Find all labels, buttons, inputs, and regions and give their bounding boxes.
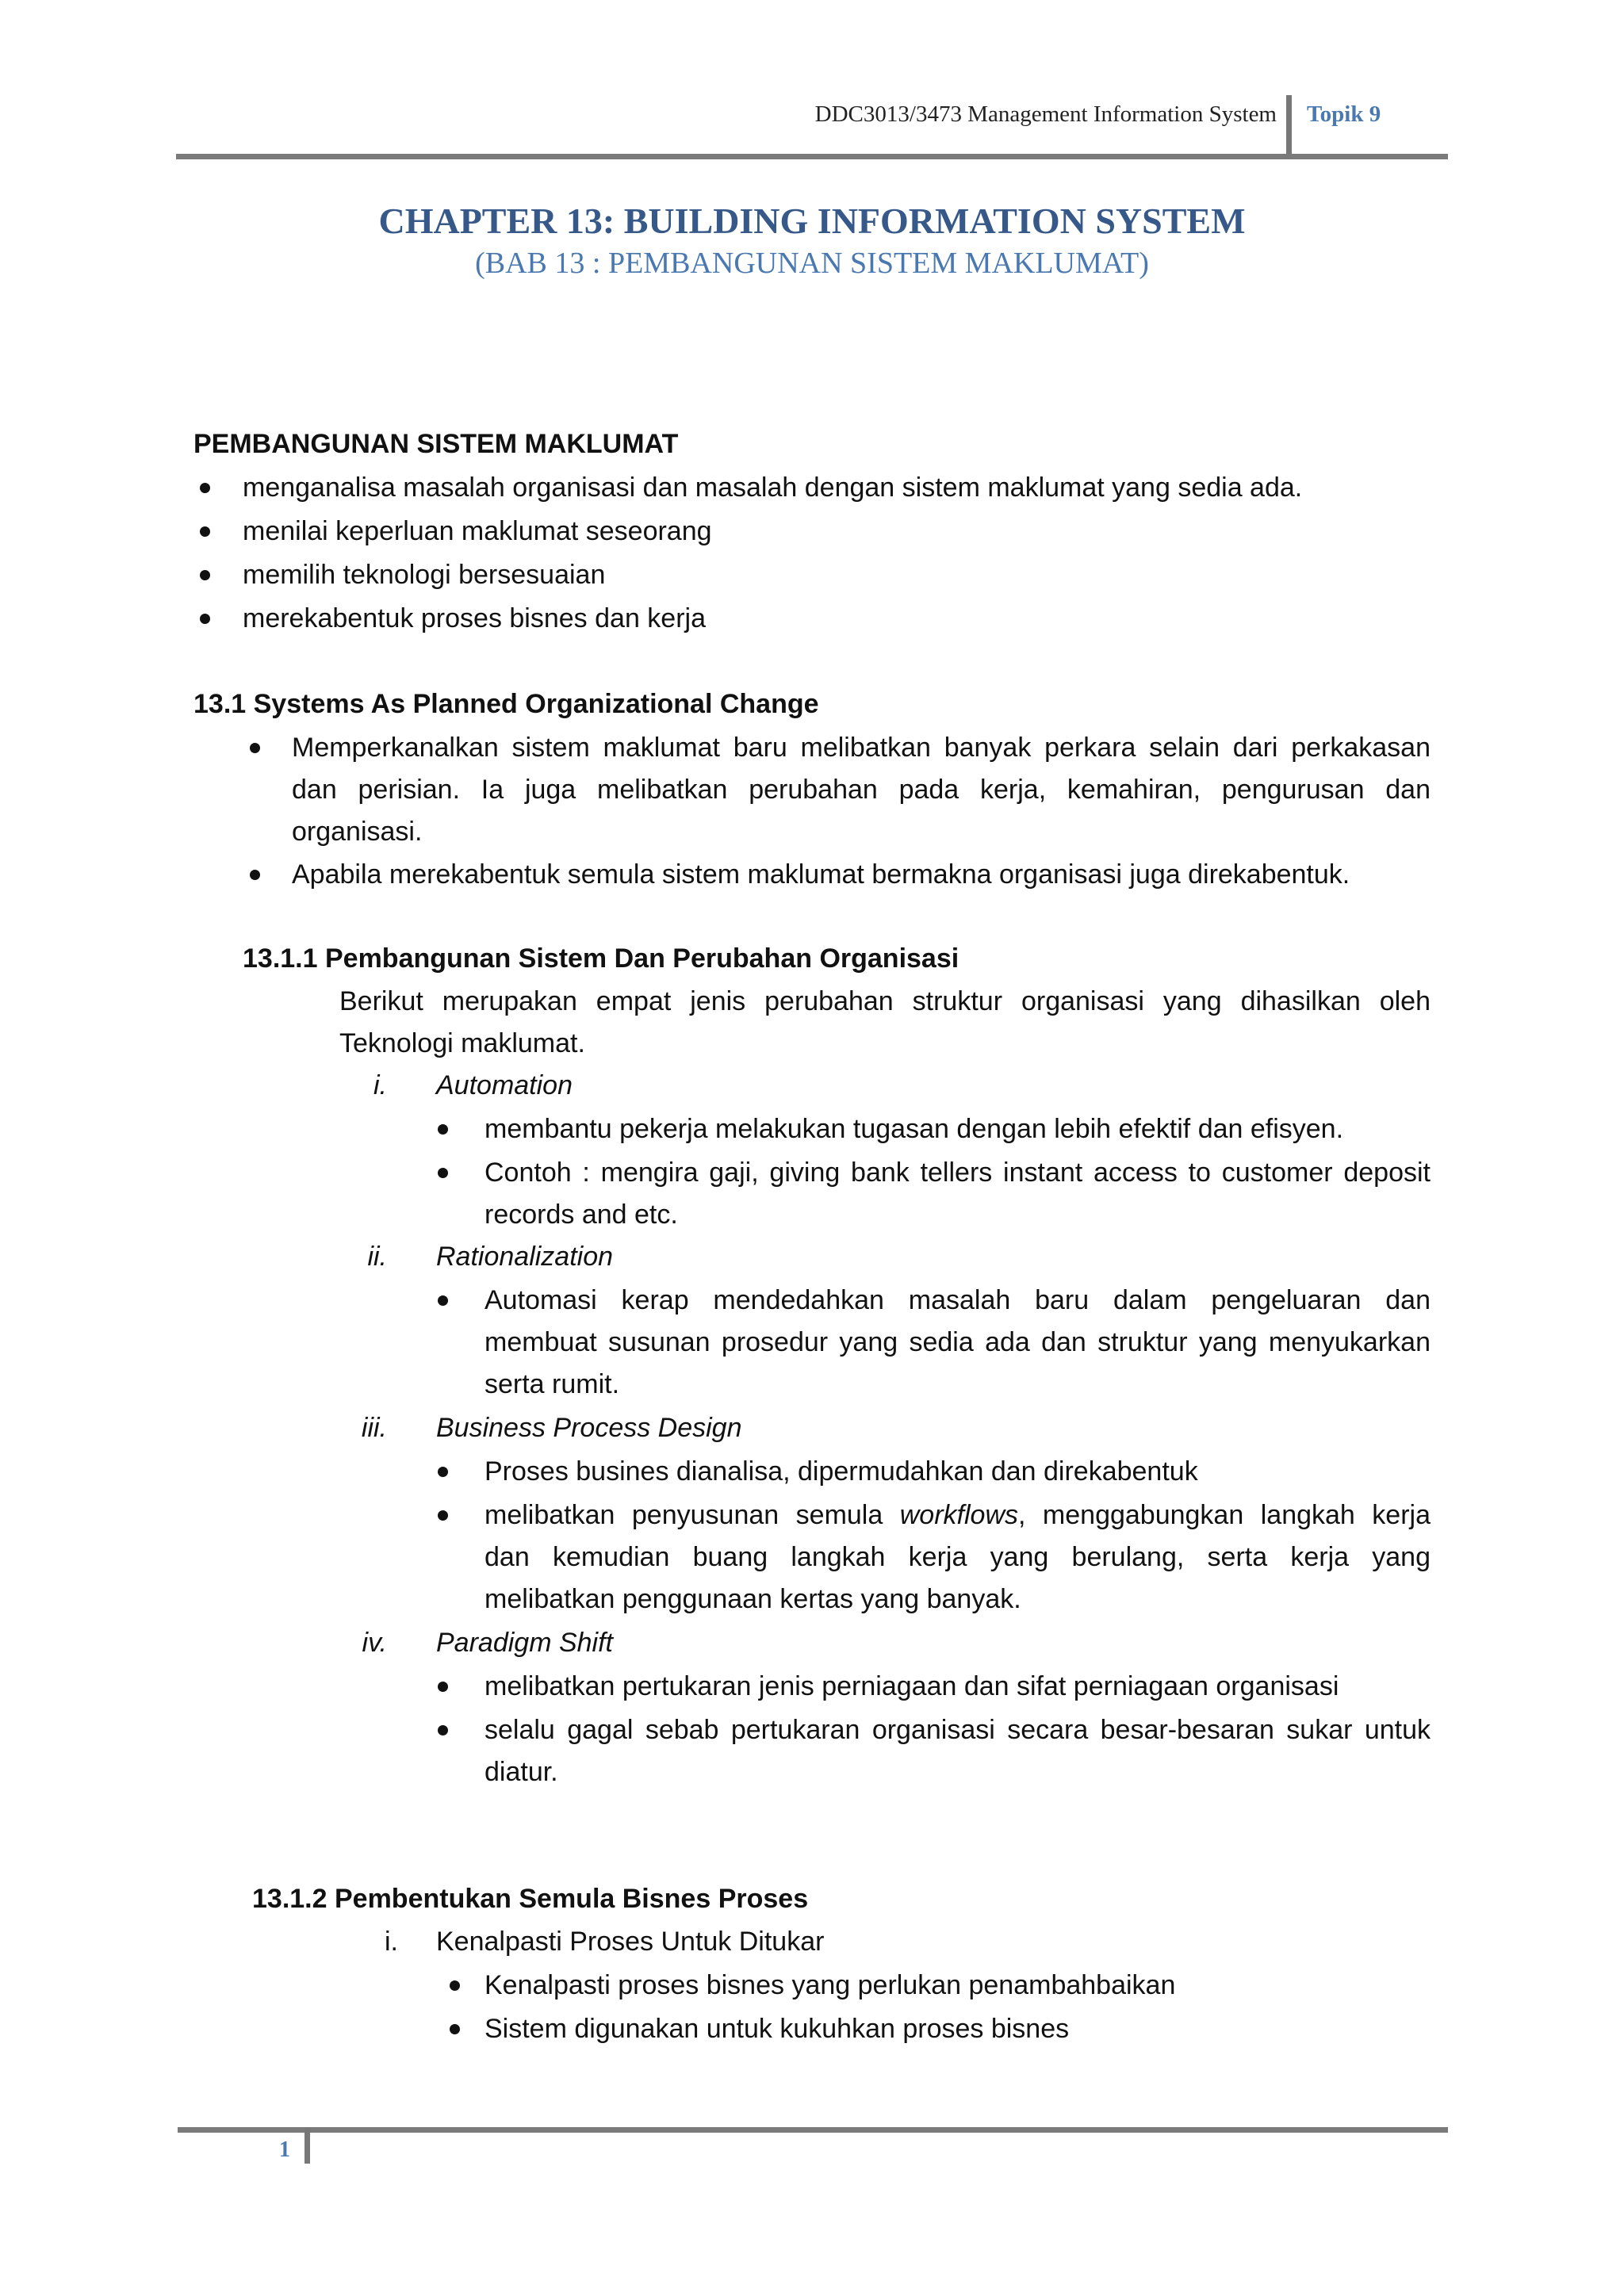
list-item: Sistem digunakan untuk kukuhkan proses bisnes	[485, 2014, 1070, 2044]
bullet-dot	[200, 570, 210, 580]
item-title: Kenalpasti Proses Untuk Ditukar	[436, 1927, 825, 1957]
list-item-continuation: organisasi.	[292, 817, 423, 847]
footer-rule	[178, 2127, 1448, 2133]
list-item-continuation: dan kemudian buang langkah kerja yang berulang, serta kerja yang	[485, 1542, 1431, 1572]
paragraph: Teknologi maklumat.	[339, 1028, 585, 1058]
header-course: DDC3013/3473 Management Information System	[814, 101, 1277, 127]
list-item-continuation: records and etc.	[485, 1200, 678, 1230]
list-item: Memperkanalkan sistem maklumat baru melibatkan banyak perkara selain dari perkakasan	[292, 733, 1431, 763]
bullet-dot	[438, 1467, 448, 1477]
bullet-dot	[438, 1124, 448, 1135]
bullet-dot	[438, 1510, 448, 1521]
paragraph: Berikut merupakan empat jenis perubahan struktur organisasi yang dihasilkan oleh	[339, 986, 1431, 1016]
list-item: Contoh : mengira gaji, giving bank tellers instant access to customer deposit	[485, 1158, 1431, 1188]
section-heading: PEMBANGUNAN SISTEM MAKLUMAT	[193, 429, 679, 459]
list-item: merekabentuk proses bisnes dan kerja	[243, 603, 706, 633]
list-item-text: , menggabungkan langkah kerja	[1018, 1500, 1431, 1530]
list-item-text: melibatkan penyusunan semula	[485, 1500, 900, 1530]
item-title: Business Process Design	[436, 1413, 742, 1443]
bullet-dot	[438, 1168, 448, 1178]
list-item-continuation: dan perisian. Ia juga melibatkan perubahan pada kerja, kemahiran, pengurusan dan	[292, 775, 1431, 805]
bullet-dot	[438, 1295, 448, 1306]
subsection-heading: 13.1.1 Pembangunan Sistem Dan Perubahan Organisasi	[243, 943, 959, 974]
item-title: Automation	[436, 1070, 573, 1100]
list-item: melibatkan pertukaran jenis perniagaan dan sifat perniagaan organisasi	[485, 1671, 1339, 1701]
list-item-continuation: serta rumit.	[485, 1369, 620, 1399]
bullet-dot	[200, 526, 210, 537]
list-item-continuation: melibatkan penggunaan kertas yang banyak.	[485, 1584, 1021, 1614]
bullet-dot	[450, 1980, 460, 1991]
list-item	[485, 1498, 1431, 1532]
chapter-subtitle: (BAB 13 : PEMBANGUNAN SISTEM MAKLUMAT)	[475, 247, 1149, 280]
list-item-continuation: diatur.	[485, 1757, 558, 1787]
bullet-dot	[438, 1682, 448, 1692]
list-item: Apabila merekabentuk semula sistem maklumat bermakna organisasi juga direkabentuk.	[292, 859, 1350, 890]
list-item: Automasi kerap mendedahkan masalah baru dalam pengeluaran dan	[485, 1285, 1431, 1315]
roman-marker: ii.	[367, 1242, 387, 1272]
bullet-dot	[250, 870, 260, 880]
list-item: menilai keperluan maklumat seseorang	[243, 516, 712, 546]
header-divider	[1286, 95, 1292, 159]
header-rule	[176, 154, 1448, 159]
header-topic: Topik 9	[1307, 101, 1381, 127]
bullet-dot	[200, 483, 210, 493]
bullet-dot	[250, 743, 260, 753]
page-number: 1	[279, 2137, 290, 2162]
list-item: membantu pekerja melakukan tugasan dengan lebih efektif dan efisyen.	[485, 1114, 1344, 1144]
roman-marker: iii.	[361, 1413, 387, 1443]
section-heading: 13.1 Systems As Planned Organizational Change	[193, 689, 819, 719]
bullet-dot	[200, 614, 210, 624]
list-item: menganalisa masalah organisasi dan masalah dengan sistem maklumat yang sedia ada.	[243, 473, 1303, 503]
list-item: selalu gagal sebab pertukaran organisasi secara besar-besaran sukar untuk	[485, 1715, 1431, 1745]
list-item-continuation: membuat susunan prosedur yang sedia ada dan struktur yang menyukarkan	[485, 1327, 1431, 1357]
roman-marker: i.	[373, 1070, 387, 1100]
list-item: Proses busines dianalisa, dipermudahkan dan direkabentuk	[485, 1456, 1198, 1487]
list-item: memilih teknologi bersesuaian	[243, 560, 606, 590]
footer-divider	[304, 2127, 310, 2164]
roman-marker: iv.	[362, 1628, 387, 1658]
item-title: Paradigm Shift	[436, 1628, 613, 1658]
list-item: Kenalpasti proses bisnes yang perlukan penambahbaikan	[485, 1970, 1176, 2000]
list-item-emphasis: workflows	[899, 1500, 1018, 1530]
bullet-dot	[450, 2024, 460, 2034]
subsection-heading: 13.1.2 Pembentukan Semula Bisnes Proses	[252, 1884, 809, 1914]
roman-marker: i.	[385, 1927, 398, 1957]
item-title: Rationalization	[436, 1242, 614, 1272]
bullet-dot	[438, 1725, 448, 1735]
chapter-title: CHAPTER 13: BUILDING INFORMATION SYSTEM	[378, 201, 1246, 241]
